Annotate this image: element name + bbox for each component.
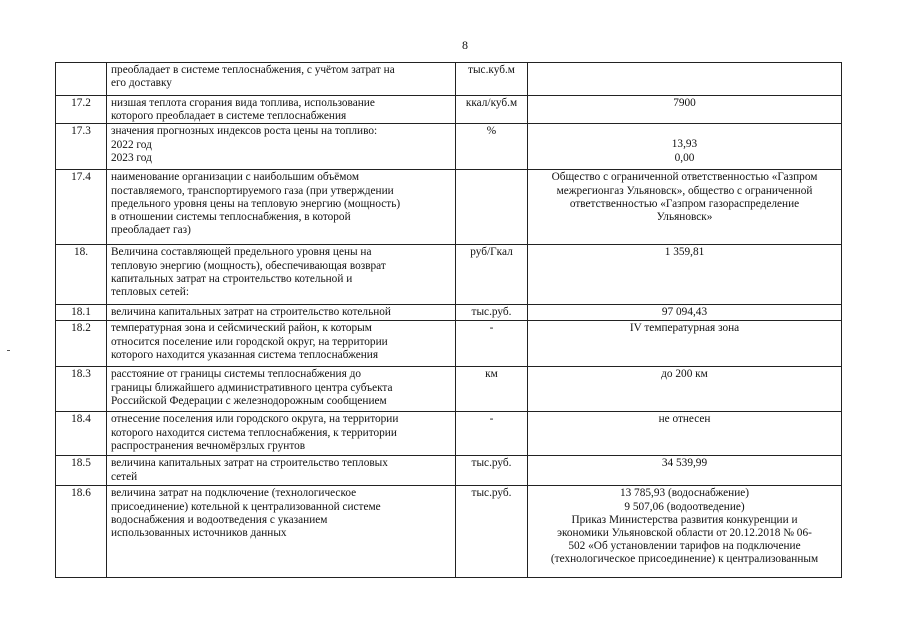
description-line: его доставку [111,77,172,90]
item-value [528,124,842,170]
item-value [528,305,842,321]
table-row [56,170,842,245]
item-description [107,63,456,96]
page-number: 8 [462,38,468,52]
table-row [56,63,842,96]
description-line: сетей [111,470,138,483]
value-line: Приказ Министерства развития конкуренции и [571,513,798,526]
description-line: Российской Федерации с железнодорожным сообщением [111,394,387,407]
description-line: величина капитальных затрат на строительство тепловых [111,457,388,470]
description-line: которого находится система теплоснабжения, к территории [111,426,397,439]
item-unit: тыс.руб. [456,486,528,578]
value-line: (технологическое присоединение) к централизованным [550,553,819,566]
description-line: тепловую энергию (мощность), обеспечивающая возврат [111,259,386,272]
item-description [107,456,456,486]
value-line: Общество с ограниченной ответственностью «Газпром [551,171,818,184]
description-line: распространения вечномёрзлых грунтов [111,439,306,452]
description-line: преобладает в системе теплоснабжения, с учётом затрат на [111,64,395,76]
description-line: наименование организации с наибольшим объёмом [111,171,359,184]
value-line: 7900 [673,97,696,109]
value-line: 0,00 [674,151,695,164]
description-line: использованных источников данных [111,527,287,540]
table-row [56,96,842,124]
table-row [56,412,842,456]
description-line: отнесение поселения или городского округа, на территории [111,413,399,426]
item-number: 17.4 [56,170,107,245]
item-description [107,486,456,578]
description-line: предельного уровня цены на тепловую энергию (мощность) [111,197,401,210]
item-description [107,170,456,245]
description-line: которого находится указанная система теплоснабжения [111,348,379,361]
item-unit: км [456,367,528,412]
description-line: преобладает газ) [111,224,191,237]
value-line: 1 359,81 [664,246,705,259]
value-line: IV температурная зона [629,322,740,335]
item-value [528,245,842,305]
item-value [528,412,842,456]
item-description [107,367,456,412]
item-description [107,305,456,321]
item-description [107,321,456,367]
item-number: 18.3 [56,367,107,412]
description-line: капитальных затрат на строительство котельной и [111,272,353,285]
item-value [528,96,842,124]
description-line: тепловых сетей: [111,286,189,299]
description-line: которого преобладает в системе теплоснабжения [111,110,347,123]
description-line: присоединение) котельной к централизованной системе [111,500,381,513]
item-description [107,412,456,456]
table-row [56,456,842,486]
item-number: 18.2 [56,321,107,367]
table-row [56,124,842,170]
description-line: расстояние от границы системы теплоснабжения до [111,368,362,381]
value-line: 502 «Об установлении тарифов на подключение [568,540,801,553]
item-unit: тыс.руб. [456,305,528,321]
value-line: экономики Ульяновской области от 20.12.2018 № 06- [557,527,812,540]
item-description [107,96,456,124]
value-line: не отнесен [658,413,711,426]
item-unit: % [456,124,528,170]
description-line: температурная зона и сейсмический район, к которым [111,322,372,335]
table-row [56,486,842,578]
description-line: границы ближайшего административного центра субъекта [111,381,393,394]
item-number: 17.3 [56,124,107,170]
tariff-table [55,62,842,578]
description-line: Величина составляющей предельного уровня цены на [111,246,372,259]
item-value [528,367,842,412]
item-number: 18.4 [56,412,107,456]
description-line: поставляемого, транспортируемого газа (при утверждении [111,184,394,197]
value-line: 97 094,43 [661,306,708,319]
item-unit: ккал/куб.м [456,96,528,124]
value-line [532,125,837,138]
description-line: значения прогнозных индексов роста цены на топливо: [111,125,378,138]
item-number: 18. [56,245,107,305]
item-unit: руб/Гкал [456,245,528,305]
item-unit: тыс.куб.м [456,63,528,96]
value-line: 9 507,06 (водоотведение) [624,500,745,513]
item-value [528,170,842,245]
item-number: 18.6 [56,486,107,578]
description-line: относится поселение или городской округ, на территории [111,335,388,348]
description-line: водоснабжения и водоотведения с указанием [111,513,328,526]
table-row [56,321,842,367]
item-value [528,486,842,578]
description-line: низшая теплота сгорания вида топлива, использование [111,97,375,109]
value-line: 34 539,99 [661,457,708,470]
description-line: величина капитальных затрат на строительство котельной [111,306,391,319]
margin-mark [7,350,10,351]
value-line: Ульяновск» [656,211,713,224]
item-number: 18.5 [56,456,107,486]
table-row [56,245,842,305]
value-line: 13 785,93 (водоснабжение) [619,487,750,500]
item-unit: - [456,412,528,456]
value-line: 13,93 [671,138,698,151]
item-value [528,63,842,96]
item-unit [456,170,528,245]
item-value [528,456,842,486]
item-unit: тыс.руб. [456,456,528,486]
value-line: до 200 км [661,368,708,381]
table-row [56,367,842,412]
value-line: межрегионгаз Ульяновск», общество с ограниченной [556,184,813,197]
item-number: 17.2 [56,96,107,124]
table-row [56,305,842,321]
description-line: в отношении системы теплоснабжения, в которой [111,211,351,224]
description-line: величина затрат на подключение (технологическое [111,487,357,500]
item-unit: - [456,321,528,367]
description-line: 2023 год [111,151,152,164]
value-line: ответственностью «Газпром газораспределение [569,197,800,210]
item-description [107,124,456,170]
item-number [56,63,107,96]
item-description [107,245,456,305]
item-number: 18.1 [56,305,107,321]
item-value [528,321,842,367]
description-line: 2022 год [111,138,152,151]
